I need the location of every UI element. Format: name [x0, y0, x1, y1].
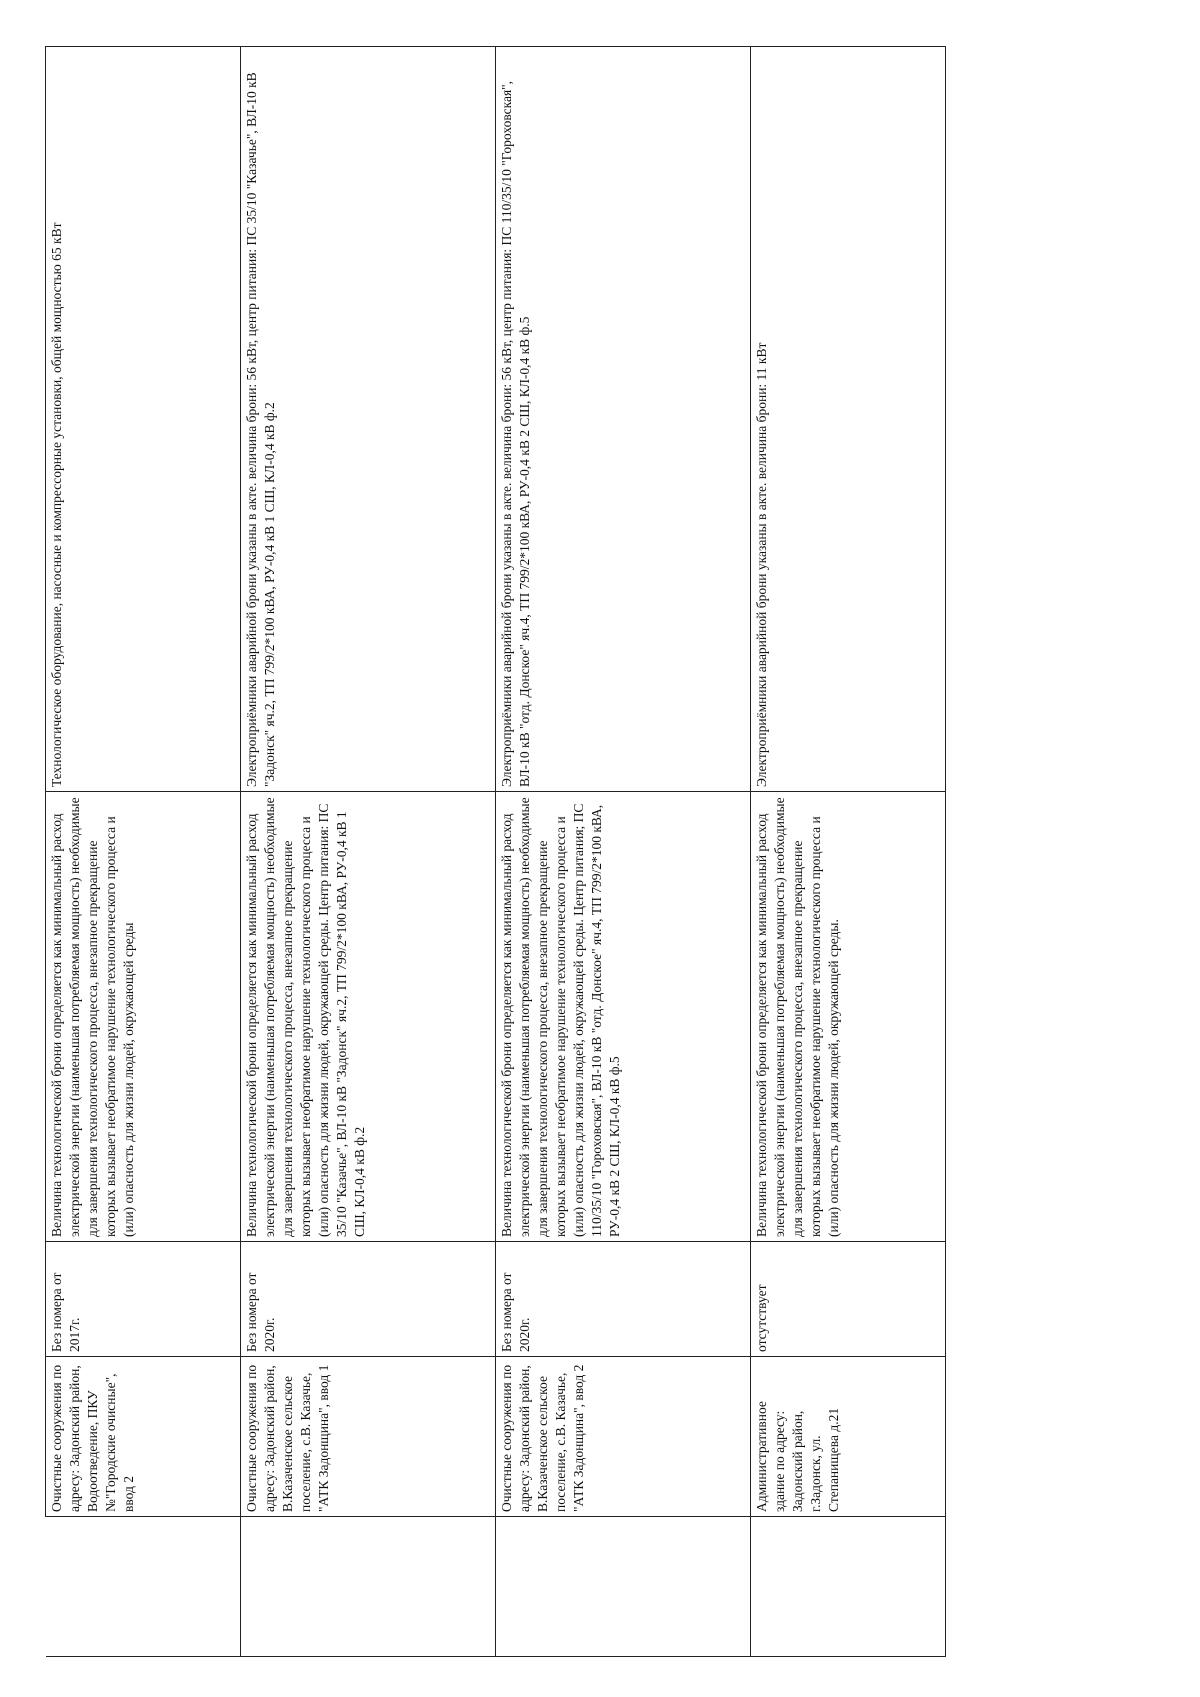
rotated-table-container — [45, 47, 960, 1657]
object-cell: Очистные сооружения по адресу: Задонский район, В.Казаченское сельское поселение, с.В. Казачье, "АТК Задонщина", ввод 1 — [241, 1357, 496, 1517]
table-row — [496, 47, 751, 1657]
object-cell: Очистные сооружения по адресу: Задонский район, В.Казаченское сельское поселение, с.В. Казачье, "АТК Задонщина", ввод 2 — [496, 1357, 751, 1517]
technology-cell: Технологическое оборудование, насосные и компрессорные установки, общей мощностью 65 кВт — [46, 47, 241, 792]
document-cell: Без номера от 2020г. — [496, 1242, 751, 1357]
description-cell: Величина технологической брони определяется как минимальный расход электрической энергии (наименьшая потребляемая мощность) необходимые для завершения технологического процесса, внезапное прекращение которых вызывает необратимое нарушение технологического процесса и (или) опасность для жизни людей, окружающей среды — [46, 792, 241, 1242]
row-number-cell — [46, 1517, 241, 1657]
technology-cell: Электроприёмники аварийной брони указаны в акте. величина брони: 56 кВт, центр питания: ПС 110/35/10 "Гороховская", ВЛ-10 кВ "отд. Донское" яч.4, ТП 799/2*100 кВА, РУ-0,4 кВ 2 СШ, КЛ-0,4 кВ ф.5 — [496, 47, 751, 792]
row-number-cell — [241, 1517, 496, 1657]
object-cell: Очистные сооружения по адресу: Задонский район, Водоотведение, ПКУ №"Городские очисные", ввод 2 — [46, 1357, 241, 1517]
technology-cell: Электроприёмники аварийной брони указаны в акте. величина брони: 11 кВт — [751, 47, 946, 792]
technology-cell: Электроприёмники аварийной брони указаны в акте. величина брони: 56 кВт, центр питания: ПС 35/10 "Казачье", ВЛ-10 кВ "Задонск" яч.2, ТП 799/2*100 кВА, РУ-0,4 кВ 1 СШ, КЛ-0,4 кВ ф.2 — [241, 47, 496, 792]
table-row — [751, 47, 946, 1657]
table-row — [241, 47, 496, 1657]
table-row — [46, 47, 241, 1657]
document-cell: отсутствует — [751, 1242, 946, 1357]
description-cell: Величина технологической брони определяется как минимальный расход электрической энергии (наименьшая потребляемая мощность) необходимые для завершения технологического процесса, внезапное прекращение которых вызывает необратимое нарушение технологического процесса и (или) опасность для жизни людей, окружающей среды. — [751, 792, 946, 1242]
document-cell: Без номера от 2020г. — [241, 1242, 496, 1357]
object-cell: Административное здание по адресу: Задонский район, г.Задонск, ул. Степанищева д.21 — [751, 1357, 946, 1517]
row-number-cell — [751, 1517, 946, 1657]
row-number-cell — [496, 1517, 751, 1657]
description-cell: Величина технологической брони определяется как минимальный расход электрической энергии (наименьшая потребляемая мощность) необходимые для завершения технологического процесса, внезапное прекращение которых вызывает необратимое нарушение технологического процесса и (или) опасность для жизни людей, окружающей среды. Центр питания; ПС 110/35/10 "Гороховская", ВЛ-10 кВ "отд. Донское" яч.4, ТП 799/2*100 кВА, РУ-0,4 кВ 2 СШ, КЛ-0,4 кВ ф.5 — [496, 792, 751, 1242]
emergency-reserve-table — [45, 46, 946, 1657]
description-cell: Величина технологической брони определяется как минимальный расход электрической энергии (наименьшая потребляемая мощность) необходимые для завершения технологического процесса, внезапное прекращение которых вызывает необратимое нарушение технологического процесса и (или) опасность для жизни людей, окружающей среды. Центр питания: ПС 35/10 "Казачье", ВЛ-10 кВ "Задонск" яч.2, ТП 799/2*100 кВА, РУ-0,4 кВ 1 СШ, КЛ-0,4 кВ ф.2 — [241, 792, 496, 1242]
document-cell: Без номера от 2017г. — [46, 1242, 241, 1357]
